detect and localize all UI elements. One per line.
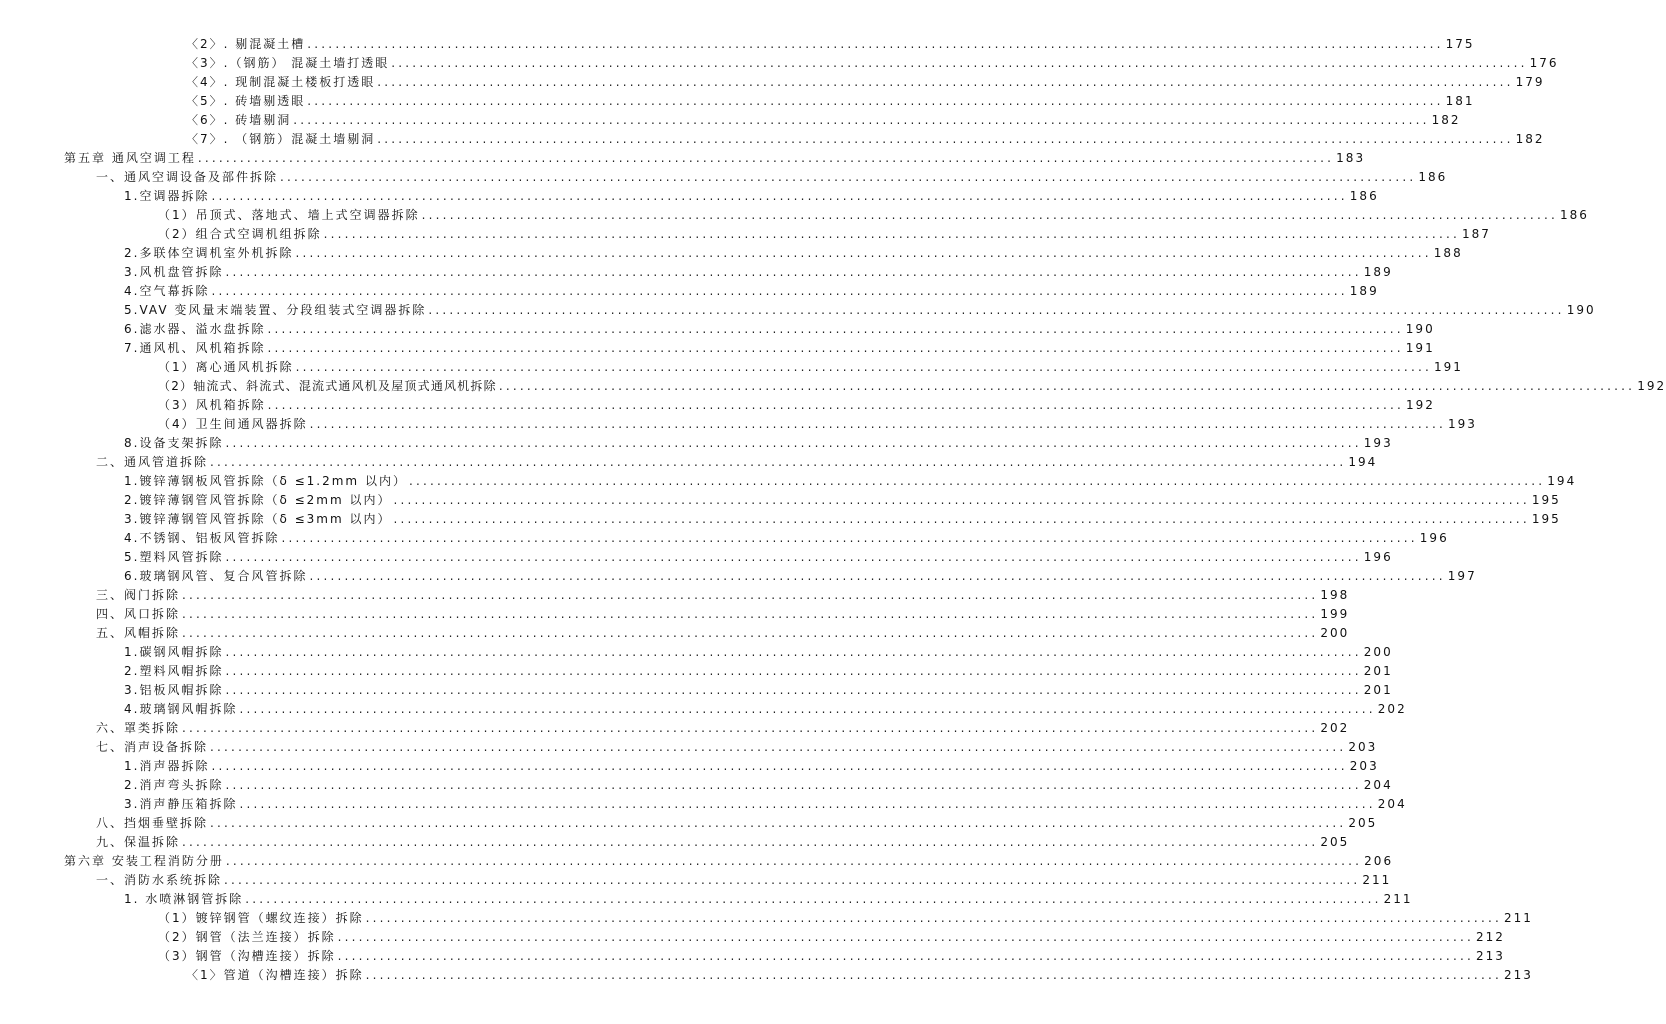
dot-leader: .................................................................................................................................................................. bbox=[307, 94, 1444, 108]
dot-leader: .................................................................................................................................................................. bbox=[267, 341, 1404, 355]
page-number: 201 bbox=[1363, 683, 1393, 697]
toc-entry[interactable] bbox=[124, 244, 1463, 263]
toc-entry[interactable] bbox=[96, 168, 1448, 187]
toc-entry[interactable] bbox=[124, 282, 1379, 301]
toc-entry[interactable] bbox=[64, 852, 1394, 871]
entry-title: 〈7〉. （钢筋）混凝土墙剔洞 bbox=[186, 132, 376, 146]
entry-title: 7.通风机、风机箱拆除 bbox=[124, 341, 266, 355]
dot-leader: .................................................................................................................................................................. bbox=[210, 455, 1347, 469]
entry-title: （2）钢管（法兰连接）拆除 bbox=[158, 930, 336, 944]
page-number: 211 bbox=[1383, 892, 1413, 906]
dot-leader: .................................................................................................................................................................. bbox=[421, 208, 1558, 222]
entry-title: 2.镀锌薄钢管风管拆除（δ ≤2mm 以内） bbox=[124, 493, 392, 507]
page-number: 206 bbox=[1364, 854, 1394, 868]
page-number: 213 bbox=[1475, 949, 1505, 963]
toc-entry[interactable] bbox=[124, 757, 1379, 776]
entry-title: 五、风帽拆除 bbox=[96, 626, 181, 640]
toc-entry[interactable] bbox=[96, 719, 1350, 738]
dot-leader: .................................................................................................................................................................. bbox=[210, 740, 1347, 754]
entry-title: 1.消声器拆除 bbox=[124, 759, 210, 773]
dot-leader: .................................................................................................................................................................. bbox=[323, 227, 1460, 241]
dot-leader: .................................................................................................................................................................. bbox=[393, 493, 1530, 507]
page-number: 200 bbox=[1363, 645, 1393, 659]
entry-title: 六、罩类拆除 bbox=[96, 721, 181, 735]
dot-leader: .................................................................................................................................................................. bbox=[239, 702, 1376, 716]
toc-entry[interactable] bbox=[186, 111, 1461, 130]
entry-title: 第六章 安装工程消防分册 bbox=[64, 854, 224, 868]
page-number: 201 bbox=[1363, 664, 1393, 678]
page-number: 187 bbox=[1461, 227, 1491, 241]
page-number: 202 bbox=[1320, 721, 1350, 735]
entry-title: 〈6〉. 砖墙剔洞 bbox=[186, 113, 292, 127]
page-number: 204 bbox=[1363, 778, 1393, 792]
toc-entry[interactable] bbox=[96, 605, 1350, 624]
dot-leader: .................................................................................................................................................................. bbox=[224, 873, 1361, 887]
page-number: 192 bbox=[1405, 398, 1435, 412]
entry-title: 八、挡烟垂壁拆除 bbox=[96, 816, 209, 830]
entry-title: 2.塑料风帽拆除 bbox=[124, 664, 224, 678]
entry-title: 3.消声静压箱拆除 bbox=[124, 797, 238, 811]
dot-leader: .................................................................................................................................................................. bbox=[428, 303, 1565, 317]
page-number: 190 bbox=[1566, 303, 1596, 317]
page-number: 200 bbox=[1320, 626, 1350, 640]
dot-leader: .................................................................................................................................................................. bbox=[225, 645, 1362, 659]
toc-entry[interactable] bbox=[124, 510, 1561, 529]
entry-title: （1）镀锌钢管（螺纹连接）拆除 bbox=[158, 911, 364, 925]
dot-leader: .................................................................................................................................................................. bbox=[225, 550, 1362, 564]
page-number: 191 bbox=[1433, 360, 1463, 374]
dot-leader: .................................................................................................................................................................. bbox=[239, 797, 1376, 811]
page-number: 179 bbox=[1515, 75, 1545, 89]
page-number: 211 bbox=[1503, 911, 1533, 925]
dot-leader: .................................................................................................................................................................. bbox=[293, 113, 1430, 127]
toc-entry[interactable] bbox=[158, 225, 1491, 244]
entry-title: 九、保温拆除 bbox=[96, 835, 181, 849]
toc-entry[interactable] bbox=[158, 358, 1463, 377]
page-number: 205 bbox=[1348, 816, 1378, 830]
entry-title: （2）轴流式、斜流式、混流式通风机及屋顶式通风机拆除 bbox=[158, 379, 497, 393]
page-number: 183 bbox=[1336, 151, 1366, 165]
dot-leader: .................................................................................................................................................................. bbox=[211, 189, 1348, 203]
dot-leader: .................................................................................................................................................................. bbox=[377, 132, 1514, 146]
page-number: 204 bbox=[1377, 797, 1407, 811]
entry-title: 三、阀门拆除 bbox=[96, 588, 181, 602]
dot-leader: .................................................................................................................................................................. bbox=[182, 588, 1319, 602]
dot-leader: .................................................................................................................................................................. bbox=[182, 607, 1319, 621]
entry-title: （4）卫生间通风器拆除 bbox=[158, 417, 308, 431]
page-number: 194 bbox=[1547, 474, 1577, 488]
page-number: 186 bbox=[1559, 208, 1589, 222]
entry-title: 3.铝板风帽拆除 bbox=[124, 683, 224, 697]
entry-title: 2.多联体空调机室外机拆除 bbox=[124, 246, 294, 260]
toc-entry[interactable] bbox=[186, 92, 1475, 111]
entry-title: 3.风机盘管拆除 bbox=[124, 265, 224, 279]
page-number: 195 bbox=[1531, 512, 1561, 526]
dot-leader: .................................................................................................................................................................. bbox=[281, 531, 1418, 545]
toc-entry[interactable] bbox=[186, 35, 1475, 54]
page-number: 199 bbox=[1320, 607, 1350, 621]
entry-title: （1）离心通风机拆除 bbox=[158, 360, 294, 374]
toc-entry[interactable] bbox=[158, 928, 1505, 947]
page-number: 193 bbox=[1363, 436, 1393, 450]
page-number: 175 bbox=[1445, 37, 1475, 51]
entry-title: 1. 水喷淋钢管拆除 bbox=[124, 892, 244, 906]
entry-title: 一、消防水系统拆除 bbox=[96, 873, 223, 887]
toc-entry[interactable] bbox=[158, 377, 1666, 396]
toc-entry[interactable] bbox=[124, 643, 1393, 662]
dot-leader: .................................................................................................................................................................. bbox=[225, 778, 1362, 792]
dot-leader: .................................................................................................................................................................. bbox=[267, 398, 1404, 412]
page-number: 182 bbox=[1515, 132, 1545, 146]
toc-entry[interactable] bbox=[124, 263, 1393, 282]
entry-title: （3）钢管（沟槽连接）拆除 bbox=[158, 949, 336, 963]
entry-title: 8.设备支架拆除 bbox=[124, 436, 224, 450]
entry-title: 第五章 通风空调工程 bbox=[64, 151, 196, 165]
toc-entry[interactable] bbox=[158, 909, 1533, 928]
toc-entry[interactable] bbox=[124, 529, 1449, 548]
dot-leader: .................................................................................................................................................................. bbox=[245, 892, 1382, 906]
dot-leader: .................................................................................................................................................................. bbox=[391, 56, 1528, 70]
page-number: 191 bbox=[1405, 341, 1435, 355]
entry-title: 6.玻璃钢风管、复合风管拆除 bbox=[124, 569, 308, 583]
entry-title: 七、消声设备拆除 bbox=[96, 740, 209, 754]
toc-entry[interactable] bbox=[124, 567, 1477, 586]
dot-leader: .................................................................................................................................................................. bbox=[295, 360, 1432, 374]
page-number: 212 bbox=[1475, 930, 1505, 944]
dot-leader: .................................................................................................................................................................. bbox=[309, 417, 1446, 431]
dot-leader: .................................................................................................................................................................. bbox=[408, 474, 1546, 488]
toc-entry[interactable] bbox=[96, 833, 1350, 852]
dot-leader: .................................................................................................................................................................. bbox=[377, 75, 1514, 89]
dot-leader: .................................................................................................................................................................. bbox=[365, 968, 1502, 982]
dot-leader: .................................................................................................................................................................. bbox=[211, 759, 1348, 773]
entry-title: 四、风口拆除 bbox=[96, 607, 181, 621]
dot-leader: .................................................................................................................................................................. bbox=[267, 322, 1404, 336]
toc-entry[interactable] bbox=[124, 548, 1393, 567]
dot-leader: .................................................................................................................................................................. bbox=[211, 284, 1348, 298]
toc-entry[interactable] bbox=[124, 320, 1435, 339]
page-number: 186 bbox=[1418, 170, 1448, 184]
dot-leader: .................................................................................................................................................................. bbox=[295, 246, 1432, 260]
page-number: 198 bbox=[1320, 588, 1350, 602]
entry-title: 1.镀锌薄钢板风管拆除（δ ≤1.2mm 以内） bbox=[124, 474, 407, 488]
entry-title: 一、通风空调设备及部件拆除 bbox=[96, 170, 279, 184]
toc-entry[interactable] bbox=[124, 662, 1393, 681]
dot-leader: .................................................................................................................................................................. bbox=[225, 683, 1362, 697]
toc-entry[interactable] bbox=[124, 339, 1435, 358]
dot-leader: .................................................................................................................................................................. bbox=[197, 151, 1335, 165]
toc-entry[interactable] bbox=[158, 415, 1477, 434]
page-number: 186 bbox=[1349, 189, 1379, 203]
toc-entry[interactable] bbox=[186, 966, 1533, 985]
toc-entry[interactable] bbox=[124, 301, 1596, 320]
page-number: 194 bbox=[1348, 455, 1378, 469]
entry-title: 4.玻璃钢风帽拆除 bbox=[124, 702, 238, 716]
page-number: 176 bbox=[1529, 56, 1559, 70]
page-number: 182 bbox=[1431, 113, 1461, 127]
toc-entry[interactable] bbox=[186, 130, 1545, 149]
dot-leader: .................................................................................................................................................................. bbox=[337, 930, 1474, 944]
dot-leader: .................................................................................................................................................................. bbox=[280, 170, 1417, 184]
entry-title: 〈3〉.（钢筋） 混凝土墙打透眼 bbox=[186, 56, 390, 70]
toc-entry[interactable] bbox=[158, 396, 1435, 415]
dot-leader: .................................................................................................................................................................. bbox=[225, 664, 1362, 678]
dot-leader: .................................................................................................................................................................. bbox=[307, 37, 1444, 51]
page-number: 195 bbox=[1531, 493, 1561, 507]
toc-entry[interactable] bbox=[124, 890, 1413, 909]
page-number: 196 bbox=[1419, 531, 1449, 545]
dot-leader: .................................................................................................................................................................. bbox=[498, 379, 1636, 393]
toc-entry[interactable] bbox=[96, 453, 1378, 472]
toc-entry[interactable] bbox=[124, 187, 1379, 206]
dot-leader: .................................................................................................................................................................. bbox=[393, 512, 1530, 526]
page-number: 203 bbox=[1348, 740, 1378, 754]
dot-leader: .................................................................................................................................................................. bbox=[225, 265, 1362, 279]
page-number: 189 bbox=[1363, 265, 1393, 279]
entry-title: 5.塑料风管拆除 bbox=[124, 550, 224, 564]
dot-leader: .................................................................................................................................................................. bbox=[182, 626, 1319, 640]
toc-entry[interactable] bbox=[124, 472, 1577, 491]
toc-entry[interactable] bbox=[96, 814, 1378, 833]
entry-title: （3）风机箱拆除 bbox=[158, 398, 266, 412]
dot-leader: .................................................................................................................................................................. bbox=[337, 949, 1474, 963]
page-number: 196 bbox=[1363, 550, 1393, 564]
entry-title: 1.空调器拆除 bbox=[124, 189, 210, 203]
page-number: 205 bbox=[1320, 835, 1350, 849]
page-number: 202 bbox=[1377, 702, 1407, 716]
dot-leader: .................................................................................................................................................................. bbox=[365, 911, 1502, 925]
dot-leader: .................................................................................................................................................................. bbox=[225, 854, 1363, 868]
entry-title: 6.滤水器、溢水盘拆除 bbox=[124, 322, 266, 336]
entry-title: 〈2〉. 剔混凝土槽 bbox=[186, 37, 306, 51]
entry-title: 3.镀锌薄钢管风管拆除（δ ≤3mm 以内） bbox=[124, 512, 392, 526]
toc-entry[interactable] bbox=[96, 738, 1378, 757]
toc-entry[interactable] bbox=[64, 149, 1366, 168]
page-number: 197 bbox=[1447, 569, 1477, 583]
toc-entry[interactable] bbox=[124, 776, 1393, 795]
toc-entry[interactable] bbox=[124, 434, 1393, 453]
toc-entry[interactable] bbox=[158, 206, 1589, 225]
entry-title: 4.不锈钢、铝板风管拆除 bbox=[124, 531, 280, 545]
toc-entry[interactable] bbox=[186, 73, 1545, 92]
page-number: 181 bbox=[1445, 94, 1475, 108]
toc-entry[interactable] bbox=[124, 681, 1393, 700]
toc-entry[interactable] bbox=[96, 586, 1350, 605]
page-number: 192 bbox=[1637, 379, 1666, 393]
entry-title: 〈5〉. 砖墙剔透眼 bbox=[186, 94, 306, 108]
page-number: 190 bbox=[1405, 322, 1435, 336]
toc-entry[interactable] bbox=[96, 624, 1350, 643]
page-number: 189 bbox=[1349, 284, 1379, 298]
dot-leader: .................................................................................................................................................................. bbox=[225, 436, 1362, 450]
entry-title: （2）组合式空调机组拆除 bbox=[158, 227, 322, 241]
page-number: 203 bbox=[1349, 759, 1379, 773]
dot-leader: .................................................................................................................................................................. bbox=[210, 816, 1347, 830]
entry-title: 1.碳钢风帽拆除 bbox=[124, 645, 224, 659]
page-number: 188 bbox=[1433, 246, 1463, 260]
toc-entry[interactable] bbox=[186, 54, 1559, 73]
toc-entry[interactable] bbox=[124, 795, 1407, 814]
entry-title: 4.空气幕拆除 bbox=[124, 284, 210, 298]
toc-entry[interactable] bbox=[158, 947, 1505, 966]
page-number: 211 bbox=[1362, 873, 1392, 887]
entry-title: 5.VAV 变风量末端装置、分段组装式空调器拆除 bbox=[124, 303, 427, 317]
dot-leader: .................................................................................................................................................................. bbox=[309, 569, 1446, 583]
entry-title: 2.消声弯头拆除 bbox=[124, 778, 224, 792]
toc-entry[interactable] bbox=[96, 871, 1392, 890]
entry-title: 〈4〉. 现制混凝土楼板打透眼 bbox=[186, 75, 376, 89]
entry-title: 二、通风管道拆除 bbox=[96, 455, 209, 469]
dot-leader: .................................................................................................................................................................. bbox=[182, 721, 1319, 735]
toc-entry[interactable] bbox=[124, 700, 1407, 719]
dot-leader: .................................................................................................................................................................. bbox=[182, 835, 1319, 849]
entry-title: 〈1〉管道（沟槽连接）拆除 bbox=[186, 968, 364, 982]
page-number: 193 bbox=[1447, 417, 1477, 431]
toc-entry[interactable] bbox=[124, 491, 1561, 510]
page-number: 213 bbox=[1503, 968, 1533, 982]
entry-title: （1）吊顶式、落地式、墙上式空调器拆除 bbox=[158, 208, 420, 222]
